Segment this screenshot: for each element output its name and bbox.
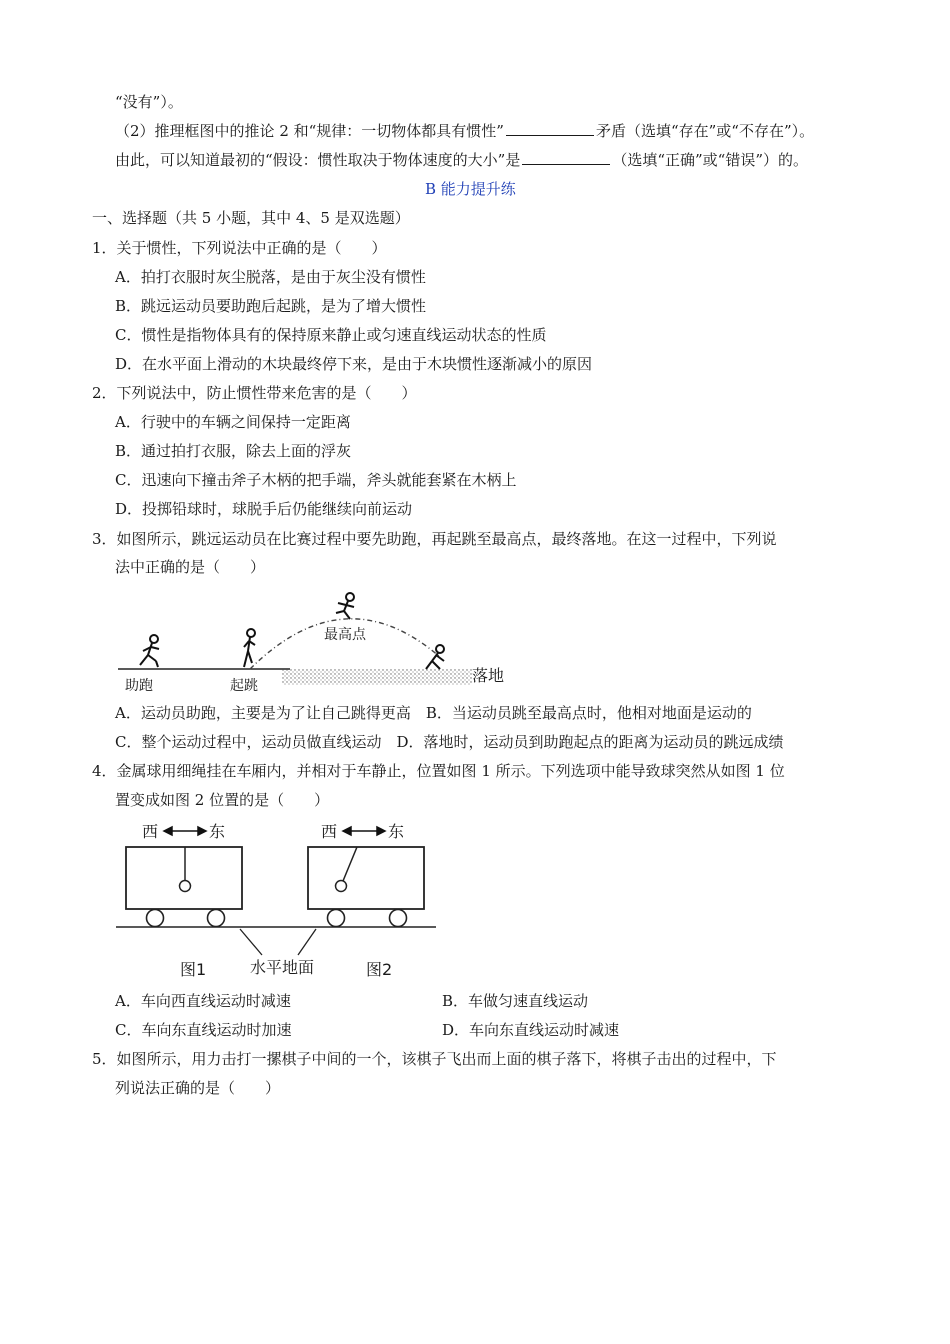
- top-line-2-post: 矛盾（选填“存在”或“不存在”）。: [595, 122, 815, 140]
- ground-pointer-2: [298, 929, 316, 955]
- q4-option-c[interactable]: C．车向东直线运动时加速: [115, 1021, 292, 1039]
- q1-option-b[interactable]: B．跳远运动员要助跑后起跳，是为了增大惯性: [115, 297, 427, 315]
- section-header: 一、选择题（共 5 小题，其中 4、5 是双选题）: [92, 209, 410, 227]
- q4-option-d[interactable]: D．车向东直线运动时减速: [442, 1021, 620, 1039]
- wheel-2a: [328, 910, 345, 927]
- long-jump-figure: [110, 585, 520, 695]
- direction-arrow-1: [164, 827, 206, 835]
- runner-figure: [140, 635, 159, 667]
- q1-option-d[interactable]: D．在水平面上滑动的木块最终停下来，是由于木块惯性逐渐减小的原因: [115, 355, 593, 373]
- answer-blank-2[interactable]: [522, 150, 610, 165]
- wheel-1b: [208, 910, 225, 927]
- top-line-2: [115, 121, 814, 141]
- label-land: 落地: [472, 666, 505, 685]
- top-line-1: “没有”）。: [115, 93, 183, 111]
- q1-option-c[interactable]: C．惯性是指物体具有的保持原来静止或匀速直线运动状态的性质: [115, 326, 547, 344]
- peak-figure: [336, 593, 354, 619]
- takeoff-figure: [244, 629, 255, 667]
- q3-options-row-1[interactable]: A．运动员助跑，主要是为了让自己跳得更高 B．当运动员跳至最高点时，他相对地面是运动的: [115, 704, 752, 722]
- q4-stem-1: 4．金属球用细绳挂在车厢内，并相对于车静止，位置如图 1 所示。下列选项中能导致球突然从如图 1 位: [92, 762, 785, 780]
- q2-option-d[interactable]: D．投掷铅球时，球脱手后仍能继续向前运动: [115, 500, 413, 518]
- wheel-1a: [147, 910, 164, 927]
- top-line-3: [115, 150, 808, 170]
- label-west-1: 西: [142, 822, 159, 841]
- q3-stem-2: 法中正确的是（ ）: [115, 558, 266, 576]
- top-line-2-pre: （2）推理框图中的推论 2 和“规律：一切物体都具有惯性”: [115, 122, 504, 140]
- q3-stem-1: 3．如图所示，跳远运动员在比赛过程中要先助跑，再起跳至最高点，最终落地。在这一过程中，下列说: [92, 530, 777, 548]
- ball-2: [336, 881, 347, 892]
- label-west-2: 西: [321, 822, 338, 841]
- label-fig1: 图1: [180, 960, 207, 979]
- label-east-2: 东: [388, 822, 405, 841]
- label-run: 助跑: [125, 678, 153, 694]
- q1-option-a[interactable]: A．拍打衣服时灰尘脱落，是由于灰尘没有惯性: [115, 268, 426, 286]
- label-ground: 水平地面: [250, 958, 315, 977]
- wheel-2b: [390, 910, 407, 927]
- car-body-1: [126, 847, 242, 909]
- top-line-3-post: （选填“正确”或“错误”）的。: [612, 151, 809, 169]
- q3-options-row-2[interactable]: C．整个运动过程中，运动员做直线运动 D．落地时，运动员到助跑起点的距离为运动员的跳远成绩: [115, 733, 784, 751]
- sand-pit: [282, 669, 472, 685]
- section-title: B 能力提升练: [425, 180, 516, 198]
- answer-blank-1[interactable]: [506, 121, 594, 136]
- q4-option-b[interactable]: B．车做匀速直线运动: [442, 992, 589, 1010]
- q2-option-b[interactable]: B．通过拍打衣服，除去上面的浮灰: [115, 442, 352, 460]
- q2-stem: 2．下列说法中，防止惯性带来危害的是（ ）: [92, 384, 417, 402]
- car-body-2: [308, 847, 424, 909]
- ground-pointer-1: [240, 929, 262, 955]
- q2-option-c[interactable]: C．迅速向下撞击斧子木柄的把手端，斧头就能套紧在木柄上: [115, 471, 517, 489]
- label-peak: 最高点: [324, 627, 366, 643]
- label-jump: 起跳: [230, 678, 258, 694]
- q4-option-a[interactable]: A．车向西直线运动时减速: [115, 992, 291, 1010]
- direction-arrow-2: [343, 827, 385, 835]
- label-fig2: 图2: [366, 960, 393, 979]
- label-east-1: 东: [209, 822, 226, 841]
- q5-stem-1: 5．如图所示，用力击打一摞棋子中间的一个，该棋子飞出而上面的棋子落下，将棋子击出的过程中，下: [92, 1050, 777, 1068]
- q4-stem-2: 置变成如图 2 位置的是（ ）: [115, 791, 330, 809]
- q2-option-a[interactable]: A．行驶中的车辆之间保持一定距离: [115, 413, 351, 431]
- q5-stem-2: 列说法正确的是（ ）: [115, 1079, 281, 1097]
- q1-stem: 1．关于惯性，下列说法中正确的是（ ）: [92, 239, 387, 257]
- top-line-3-pre: 由此，可以知道最初的“假设：惯性取决于物体速度的大小”是: [115, 151, 521, 169]
- ball-1: [180, 881, 191, 892]
